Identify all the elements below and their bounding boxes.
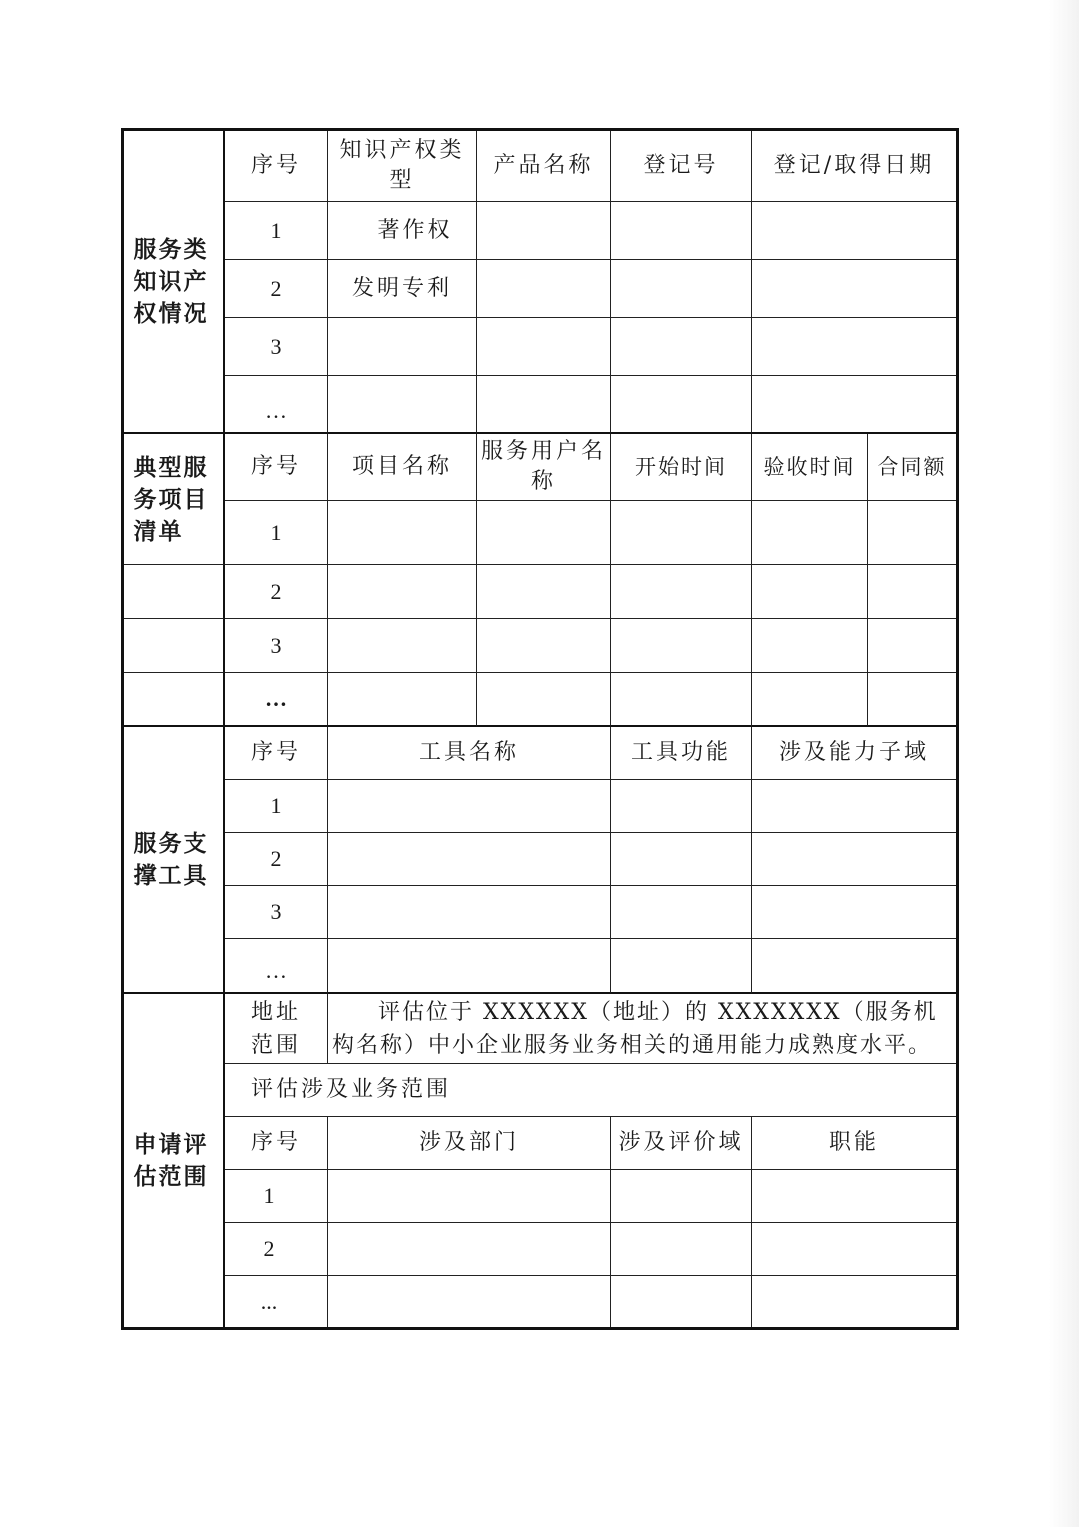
ip-row-4-product[interactable] bbox=[477, 376, 611, 434]
projects-row-1-client[interactable] bbox=[477, 501, 611, 565]
scope-section-label-text: 申请评估范围 bbox=[133, 1131, 209, 1190]
tools-row-3-name[interactable] bbox=[328, 886, 611, 939]
projects-header-start: 开始时间 bbox=[611, 434, 752, 501]
ip-row-2-no: 2 bbox=[225, 260, 328, 318]
scope-row-1-department[interactable] bbox=[328, 1170, 611, 1223]
projects-row-2-client[interactable] bbox=[477, 565, 611, 619]
ip-header-type: 知识产权类型 bbox=[328, 131, 477, 202]
scope-row-2-domain[interactable] bbox=[611, 1223, 752, 1276]
tools-row-1-name[interactable] bbox=[328, 780, 611, 833]
ip-row-3-product[interactable] bbox=[477, 318, 611, 376]
ip-row-4-type[interactable] bbox=[328, 376, 477, 434]
scope-row-3-function[interactable] bbox=[752, 1276, 956, 1327]
tools-row-4-no: … bbox=[225, 939, 328, 994]
projects-row-2-start[interactable] bbox=[611, 565, 752, 619]
projects-row-4-amount[interactable] bbox=[868, 673, 956, 727]
tools-header-name: 工具名称 bbox=[328, 727, 611, 780]
projects-label-filler-top bbox=[124, 434, 225, 565]
projects-section-label-text: 典型服务项目清单 bbox=[133, 454, 209, 545]
ip-row-3-date[interactable] bbox=[752, 318, 956, 376]
scope-row-3-department[interactable] bbox=[328, 1276, 611, 1327]
ip-row-2-date[interactable] bbox=[752, 260, 956, 318]
projects-row-4-no: … bbox=[225, 673, 328, 727]
tools-row-3-subdomain[interactable] bbox=[752, 886, 956, 939]
projects-row-3-name[interactable] bbox=[328, 619, 477, 673]
scope-row-1-function[interactable] bbox=[752, 1170, 956, 1223]
projects-row-3-client[interactable] bbox=[477, 619, 611, 673]
scope-section-label bbox=[124, 994, 225, 1327]
tools-row-2-no: 2 bbox=[225, 833, 328, 886]
scope-header-domain: 涉及评价域 bbox=[611, 1117, 752, 1170]
scope-row-2-no: 2 bbox=[225, 1223, 328, 1276]
projects-row-1-no: 1 bbox=[225, 501, 328, 565]
ip-section-label-text: 服务类知识产权情况 bbox=[133, 236, 209, 327]
tools-row-4-subdomain[interactable] bbox=[752, 939, 956, 994]
projects-label-filler-4 bbox=[124, 673, 225, 727]
projects-row-2-name[interactable] bbox=[328, 565, 477, 619]
scope-address-text-content: 评估位于 XXXXXX（地址）的 XXXXXXX（服务机构名称）中小企业服务业务相关的通用能力成熟度水平。 bbox=[332, 999, 938, 1058]
projects-row-2-no: 2 bbox=[225, 565, 328, 619]
tools-row-3-no: 3 bbox=[225, 886, 328, 939]
projects-label-filler-3 bbox=[124, 619, 225, 673]
ip-row-1-date[interactable] bbox=[752, 202, 956, 260]
scope-header-no: 序号 bbox=[225, 1117, 328, 1170]
scope-business-scope-row: 评估涉及业务范围 bbox=[225, 1064, 956, 1117]
projects-header-client: 服务用户名称 bbox=[477, 434, 611, 501]
projects-header-accept: 验收时间 bbox=[752, 434, 868, 501]
scope-row-2-function[interactable] bbox=[752, 1223, 956, 1276]
ip-row-1-type[interactable]: 著作权 bbox=[328, 202, 477, 260]
tools-header-no: 序号 bbox=[225, 727, 328, 780]
projects-row-4-name[interactable] bbox=[328, 673, 477, 727]
ip-row-4-no: … bbox=[225, 376, 328, 434]
projects-row-2-amount[interactable] bbox=[868, 565, 956, 619]
tools-row-2-function[interactable] bbox=[611, 833, 752, 886]
tools-row-1-function[interactable] bbox=[611, 780, 752, 833]
ip-header-date: 登记/取得日期 bbox=[752, 131, 956, 202]
ip-row-3-no: 3 bbox=[225, 318, 328, 376]
projects-row-1-amount[interactable] bbox=[868, 501, 956, 565]
tools-header-function: 工具功能 bbox=[611, 727, 752, 780]
projects-header-name: 项目名称 bbox=[328, 434, 477, 501]
projects-row-1-name[interactable] bbox=[328, 501, 477, 565]
tools-row-3-function[interactable] bbox=[611, 886, 752, 939]
tools-row-2-name[interactable] bbox=[328, 833, 611, 886]
projects-row-1-start[interactable] bbox=[611, 501, 752, 565]
projects-row-3-no: 3 bbox=[225, 619, 328, 673]
projects-header-amount: 合同额 bbox=[868, 434, 956, 501]
scope-row-3-no: ... bbox=[225, 1276, 328, 1327]
projects-row-3-accept[interactable] bbox=[752, 619, 868, 673]
projects-row-3-amount[interactable] bbox=[868, 619, 956, 673]
projects-row-2-accept[interactable] bbox=[752, 565, 868, 619]
page-edge-shadow bbox=[1049, 0, 1079, 1527]
scope-row-1-domain[interactable] bbox=[611, 1170, 752, 1223]
projects-row-4-start[interactable] bbox=[611, 673, 752, 727]
projects-row-3-start[interactable] bbox=[611, 619, 752, 673]
ip-row-2-type[interactable]: 发明专利 bbox=[328, 260, 477, 318]
tools-row-4-name[interactable] bbox=[328, 939, 611, 994]
ip-row-4-date[interactable] bbox=[752, 376, 956, 434]
projects-row-4-accept[interactable] bbox=[752, 673, 868, 727]
scope-row-3-domain[interactable] bbox=[611, 1276, 752, 1327]
ip-row-3-regno[interactable] bbox=[611, 318, 752, 376]
ip-header-no: 序号 bbox=[225, 131, 328, 202]
tools-row-1-no: 1 bbox=[225, 780, 328, 833]
ip-section-label bbox=[124, 131, 225, 434]
ip-header-regno: 登记号 bbox=[611, 131, 752, 202]
tools-header-subdomain: 涉及能力子域 bbox=[752, 727, 956, 780]
scope-address-text[interactable] bbox=[328, 994, 956, 1064]
tools-row-1-subdomain[interactable] bbox=[752, 780, 956, 833]
projects-label-filler-2 bbox=[124, 565, 225, 619]
ip-row-3-type[interactable] bbox=[328, 318, 477, 376]
projects-row-4-client[interactable] bbox=[477, 673, 611, 727]
application-form-table bbox=[121, 128, 959, 1330]
scope-address-label-text: 地址范围 bbox=[250, 999, 301, 1058]
scope-header-department: 涉及部门 bbox=[328, 1117, 611, 1170]
tools-section-label bbox=[124, 727, 225, 994]
scope-row-1-no: 1 bbox=[225, 1170, 328, 1223]
projects-header-no: 序号 bbox=[225, 434, 328, 501]
ip-header-product: 产品名称 bbox=[477, 131, 611, 202]
projects-row-1-accept[interactable] bbox=[752, 501, 868, 565]
tools-section-label-text: 服务支撑工具 bbox=[133, 830, 209, 889]
ip-row-4-regno[interactable] bbox=[611, 376, 752, 434]
scope-header-function: 职能 bbox=[752, 1117, 956, 1170]
scope-row-2-department[interactable] bbox=[328, 1223, 611, 1276]
ip-row-1-regno[interactable] bbox=[611, 202, 752, 260]
ip-row-2-product[interactable] bbox=[477, 260, 611, 318]
ip-row-1-no: 1 bbox=[225, 202, 328, 260]
ip-row-1-product[interactable] bbox=[477, 202, 611, 260]
tools-row-2-subdomain[interactable] bbox=[752, 833, 956, 886]
tools-row-4-function[interactable] bbox=[611, 939, 752, 994]
scope-address-label bbox=[225, 994, 328, 1064]
ip-row-2-regno[interactable] bbox=[611, 260, 752, 318]
